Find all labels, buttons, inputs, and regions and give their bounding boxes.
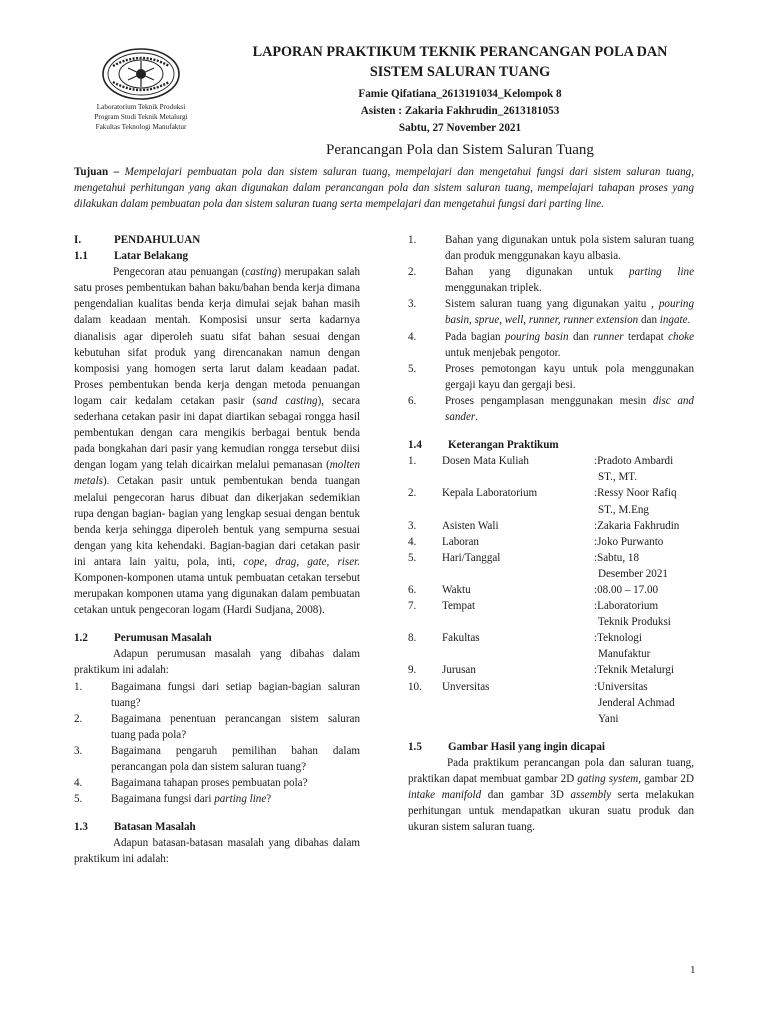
keterangan-value [592,453,694,485]
section-title: Gambar Hasil yang ingin dicapai [448,740,605,753]
list-item-text [111,679,360,711]
italic-run: Mempelajari pembuatan pola dan sistem saluran tuang, mempelajari dan mengetahui fungsi dari sistem saluran tuang, mengetahui perhitungan yang akan digunakan dalam perancangan pola dan sistem saluran tuang, mempelajari tahapan proses yang dilakukan dalam pembuatan pola dan sistem saluran tuang serta mempelajari dan mengetahui fungsi dari parting line. [74,166,694,210]
list-item-number: 6. [408,394,417,407]
keterangan-label: Unversitas [442,680,490,693]
keterangan-row [408,662,694,678]
keterangan-value-line: :Ressy Noor Rafiq [594,487,677,500]
section-1-3-heading [74,819,360,835]
lab-affiliation [60,102,222,133]
text-run: dan gambar 3D [481,789,571,802]
keterangan-value [592,518,694,534]
italic-run: intake manifold [408,789,482,802]
keterangan-value [592,630,694,662]
keterangan-value [592,534,694,550]
italic-run: runner [593,330,624,343]
keterangan-row [408,453,694,485]
italic-run: pouring basin, sprue, well, runner, runner extension [445,298,694,327]
list-item-text [445,329,694,361]
text-run: Bagaimana tahapan proses pembuatan pola? [111,777,308,790]
list-item-number: 2. [74,712,83,725]
keterangan-number: 6. [408,583,417,596]
text-run: Bagaimana penentuan perancangan sistem saluran tuang pada pola? [111,712,360,741]
keterangan-number: 9. [408,664,417,677]
text-run: Proses pemotongan kayu untuk pola menggunakan gergaji kayu dan gergaji besi. [445,362,694,391]
keterangan-value-cont: ST., M.Eng [598,503,649,516]
italic-run: sand casting [256,394,318,407]
text-run: dan [638,314,660,327]
keterangan-number: 7. [408,600,417,613]
keterangan-number: 1. [408,455,417,468]
keterangan-value-line: :Universitas [594,680,648,693]
keterangan-number: 2. [408,487,417,500]
list-item-text [111,791,360,807]
italic-run: ingate [659,314,688,327]
section-number: 1.5 [408,740,422,753]
keterangan-value-line: :Sabtu, 18 [594,551,639,564]
list-item-text [111,775,360,791]
text-run: serta melakukan perhitungan untuk mendapatkan ukuran suatu produk dan ukuran sistem saluran tuang. [408,789,694,834]
section-1-1-heading [74,248,360,264]
text-run: Komponen-komponen utama untuk pembuatan cetakan tersebut merupakan komponen utama yang digunakan dalam pembuatan cetakan untuk pengecoran logam (Hardi Sudjana, 2008). [74,571,360,617]
keterangan-value-line: :Teknologi [594,632,642,645]
text-run: . [687,314,691,327]
list-item-text [445,361,694,393]
text-run: ). Cetakan pasir untuk pembentukan benda tuangan melalui pengecoran harus dibuat dan dikerjakan sedemikian rupa dengan bagian- bagian yang lengkap sesuai dengan bentuk benda kerja sehingga diperoleh bentuk yang sempurna sesuai dengan yang kita kehendaki. Bagian-bagian dari cetakan pasir ini antara lain yaitu, pola, inti, [74,475,360,568]
keterangan-row [408,550,694,582]
text-run: Bagaimana fungsi dari setiap bagian-bagian saluran tuang? [111,680,360,709]
italic-run: gating system [577,773,639,785]
section-number: 1.4 [408,439,422,452]
date-line: Sabtu, 27 November 2021 [398,122,522,134]
report-title-line2: SISTEM SALURAN TUANG [369,64,551,80]
keterangan-value-cont: Manufaktur [598,648,651,661]
keterangan-value [592,598,694,630]
list-item-number: 5. [408,362,417,375]
keterangan-label: Kepala Laboratorium [442,487,538,500]
keterangan-row [408,598,694,630]
text-run: ? [266,793,272,806]
keterangan-number: 10. [408,680,422,693]
keterangan-label: Laboran [442,535,479,548]
keterangan-row [408,679,694,727]
keterangan-row [408,630,694,662]
section-1-4-heading [408,437,694,453]
section-1-heading [74,232,360,248]
keterangan-label: Asisten Wali [442,519,499,532]
list-item-number: 1. [408,234,417,246]
keterangan-value [592,582,694,598]
text-run: Bahan yang digunakan untuk pola sistem saluran tuang dan produk menggunakan kayu albasia. [445,234,694,263]
italic-run: choke [668,330,694,343]
keterangan-row [408,485,694,517]
list-item [408,264,694,296]
keterangan-label: Jurusan [442,664,476,677]
list-item-text [445,232,694,264]
text-run: untuk menjebak pengotor. [445,346,561,359]
batasan-intro: Adapun batasan-batasan masalah yang dibahas dalam praktikum ini adalah: [74,837,360,866]
list-item [74,743,360,775]
keterangan-label: Fakultas [442,632,480,645]
section-number: 1.2 [74,632,88,645]
keterangan-row [408,518,694,534]
perumusan-intro: Adapun perumusan masalah yang dibahas dalam praktikum ini adalah: [74,648,360,677]
text-run: Proses pengamplasan menggunakan mesin [445,394,653,407]
italic-run: parting line [214,793,267,806]
list-item-number: 4. [408,330,417,343]
keterangan-value-line: :Zakaria Fakhrudin [594,519,680,532]
keterangan-value-line: :08.00 – 17.00 [594,583,659,596]
section-number: 1.1 [74,250,88,263]
text-run: Bagaimana pengaruh pemilihan bahan dalam perancangan pola dan sistem saluran tuang? [111,744,360,773]
list-item-text [111,743,360,775]
list-item [74,775,360,791]
list-item-text [445,264,694,296]
text-run: Pada bagian [445,330,505,343]
list-item [74,679,360,711]
perumusan-list [74,679,360,808]
keterangan-value-line: :Joko Purwanto [594,535,664,548]
italic-run: parting line [629,266,694,279]
list-item [74,791,360,807]
text-run: Sistem saluran tuang yang digunakan yaitu , [445,298,659,311]
report-header [200,42,720,161]
asisten-line: Asisten : Zakaria Fakhrudin_2613181053 [360,105,560,117]
list-item-number: 1. [74,680,83,693]
keterangan-label: Hari/Tanggal [442,551,501,564]
text-run: Tujuan – [74,166,125,178]
keterangan-label: Tempat [442,600,476,613]
italic-run: molten metals [74,459,360,488]
text-run: menggunakan triplek. [445,282,542,295]
list-item-number: 3. [408,298,417,311]
report-title-line1: LAPORAN PRAKTIKUM TEKNIK PERANCANGAN POLA DAN [252,44,668,60]
list-item [408,361,694,393]
keterangan-value-line: :Pradoto Ambardi [594,455,674,468]
section-number: 1.3 [74,821,88,834]
gambar-hasil-paragraph [408,755,694,835]
keterangan-value-line: :Teknik Metalurgi [594,664,675,677]
keterangan-value-cont: Desember 2021 [598,567,668,580]
text-run: Pada praktikum perancangan pola dan saluran tuang, praktikan dapat membuat gambar 2D [408,756,694,785]
keterangan-value [592,662,694,678]
keterangan-label: Waktu [442,583,471,596]
keterangan-value-cont: Jenderal Achmad Yani [598,696,675,725]
list-item-text [445,296,694,328]
text-run: dan [568,330,594,343]
section-1-5-heading [408,739,694,755]
section-title: Perumusan Masalah [114,632,212,645]
report-subtitle: Perancangan Pola dan Sistem Saluran Tuang [326,142,594,158]
right-column [408,232,694,835]
list-item-text [111,711,360,743]
text-run: terdapat [623,330,669,343]
text-run: ) merupakan salah satu proses pembentukan bahan baku/bahan benda kerja dimana pengendalian kualitas benda kerja dimulai sejak bahan masih dalam keadaan mentah. Komposisi unsur serta kadarnya dianalisis agar diperoleh suatu sifat bahan sesuai dengan kebutuhan sifat produk yang direncanakan namun dengan komposisi yang homogen serta larut dalam keadaan padat. Proses pembentukan benda kerja dengan metoda penuangan logam cair kedalam cetakan pasir ( [74,266,360,407]
list-item-number: 5. [74,793,83,806]
keterangan-number: 4. [408,535,417,548]
keterangan-value [592,679,694,727]
text-run: Pengecoran atau penuangan ( [113,266,246,279]
keterangan-value [592,485,694,517]
section-title: Keterangan Praktikum [448,439,559,452]
list-item [408,232,694,264]
keterangan-number: 3. [408,519,417,532]
list-item [408,329,694,361]
text-run: ), secara sederhana cetakan pasir ini dapat diartikan sebagai rongga hasil pembentukan dengan cara mengikis berbagai bentuk benda pada bongkahan dari pasir yang kemudian rongga tersebut diisi dengan logam yang telah dicairkan melalui pemanasan ( [74,394,361,472]
keterangan-row [408,582,694,598]
keterangan-value [592,550,694,582]
list-item-number: 4. [74,777,83,790]
lab-line-2: Program Studi Teknik Metalurgi [94,113,188,122]
italic-run: cope, drag, gate, riser. [243,555,360,568]
lab-line-3: Fakultas Teknologi Manufaktur [95,123,187,132]
section-title: PENDAHULUAN [114,234,201,246]
italic-run: assembly [570,789,612,802]
list-item-text [445,393,694,425]
keterangan-number: 5. [408,551,417,564]
batasan-list [408,232,694,425]
latar-belakang-paragraph [74,264,360,618]
italic-run: disc and sander [445,394,694,424]
keterangan-table [408,453,694,727]
lab-line-1: Laboratorium Teknik Produksi [96,103,186,111]
keterangan-number: 8. [408,632,417,645]
keterangan-label: Dosen Mata Kuliah [442,455,529,468]
keterangan-value-line: :Laboratorium [594,600,659,613]
list-item-number: 2. [408,266,417,279]
section-title: Latar Belakang [114,250,189,263]
left-column [74,232,360,868]
section-number: I. [74,234,82,246]
text-run: Bagaimana fungsi dari [111,793,215,806]
list-item-number: 3. [74,744,83,757]
list-item [74,711,360,743]
author-line: Famie Qifatiana_2613191034_Kelompok 8 [358,88,562,100]
text-run: , gambar 2D [638,773,694,785]
list-item [408,393,694,425]
text-run: Bahan yang digunakan untuk [445,266,630,279]
keterangan-value-cont: Teknik Produksi [598,616,671,629]
keterangan-row [408,534,694,550]
tujuan-paragraph [74,164,694,212]
italic-run: casting [245,266,278,279]
section-1-2-heading [74,630,360,646]
text-run: . [475,411,478,424]
page-number: 1 [690,964,696,976]
section-title: Batasan Masalah [114,821,196,834]
keterangan-value-cont: ST., MT. [598,471,638,484]
italic-run: pouring basin [504,330,569,343]
list-item [408,296,694,328]
university-logo [101,48,181,100]
